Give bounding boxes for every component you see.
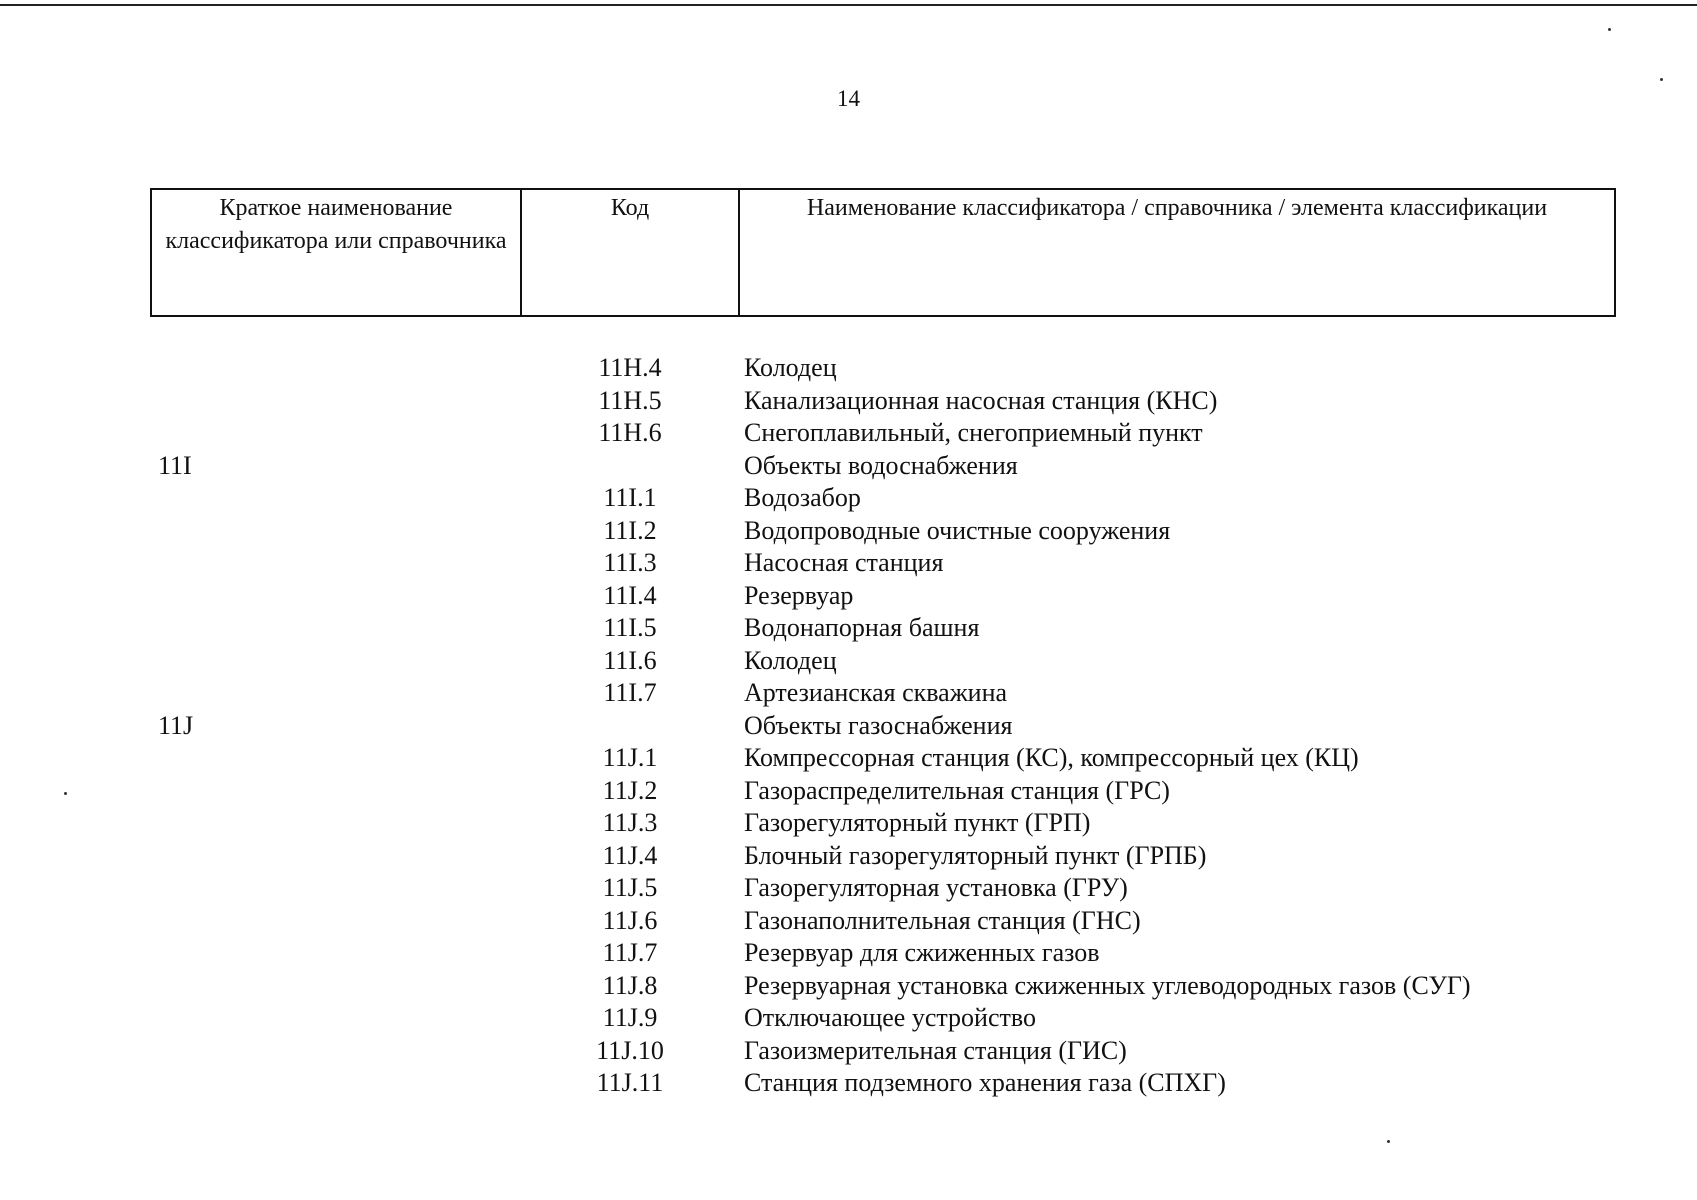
row-code: 11I.1 xyxy=(603,483,657,512)
row-name: Насосная станция xyxy=(744,548,944,577)
row-name: Объекты водоснабжения xyxy=(744,450,1018,480)
row-name: Блочный газорегуляторный пункт (ГРПБ) xyxy=(744,840,1207,870)
row-name: Газорегуляторный пункт (ГРП) xyxy=(744,808,1091,837)
table-row xyxy=(0,677,1697,710)
row-name: Газораспределительная станция (ГРС) xyxy=(744,775,1170,805)
row-name: Водозабор xyxy=(744,483,861,512)
row-code: 11I.5 xyxy=(603,613,657,642)
table-row xyxy=(0,775,1697,808)
table-row xyxy=(0,742,1697,775)
table-row xyxy=(0,515,1697,548)
row-code: 11J.5 xyxy=(602,873,658,902)
row-name: Газорегуляторная установка (ГРУ) xyxy=(744,873,1128,902)
row-code: 11J.9 xyxy=(602,1003,658,1032)
table-row xyxy=(0,807,1697,840)
row-code: 11J.10 xyxy=(596,1035,664,1065)
table-row xyxy=(0,645,1697,678)
scan-speck xyxy=(1387,1140,1390,1143)
table-row xyxy=(0,710,1697,743)
row-code: 11J.8 xyxy=(602,970,658,1000)
row-name: Колодец xyxy=(744,645,837,675)
table-row xyxy=(0,482,1697,515)
table-row xyxy=(0,450,1697,483)
row-name: Канализационная насосная станция (КНС) xyxy=(744,385,1218,415)
row-name: Колодец xyxy=(744,353,837,382)
table-row xyxy=(0,417,1697,450)
scan-speck xyxy=(64,792,67,795)
row-name: Резервуарная установка сжиженных углеводородных газов (СУГ) xyxy=(744,970,1471,1000)
table-row xyxy=(0,970,1697,1003)
row-name: Резервуар xyxy=(744,580,854,610)
row-code: 11J.1 xyxy=(602,743,658,772)
row-code: 11H.5 xyxy=(598,385,662,415)
row-name: Отключающее устройство xyxy=(744,1003,1036,1032)
table-row xyxy=(0,840,1697,873)
row-code: 11I.7 xyxy=(603,678,657,707)
row-code: 11J.2 xyxy=(602,775,658,805)
header-short-name: Краткое наименование классификатора или справочника xyxy=(152,190,522,315)
row-name: Газонаполнительная станция (ГНС) xyxy=(744,905,1141,935)
scan-speck xyxy=(1660,78,1663,81)
row-code: 11J.3 xyxy=(602,808,658,837)
top-rule xyxy=(0,4,1697,6)
row-name: Компрессорная станция (КС), компрессорный цех (КЦ) xyxy=(744,743,1359,772)
row-code: 11H.4 xyxy=(598,353,662,382)
classifier-rows xyxy=(0,352,1697,1100)
row-code: 11J.11 xyxy=(596,1068,664,1097)
row-code: 11H.6 xyxy=(598,418,662,447)
table-row xyxy=(0,905,1697,938)
row-short-name: 11I xyxy=(158,450,192,480)
table-row xyxy=(0,612,1697,645)
row-name: Газоизмерительная станция (ГИС) xyxy=(744,1035,1127,1065)
row-code: 11I.4 xyxy=(603,580,657,610)
row-code: 11I.2 xyxy=(603,515,657,545)
table-row xyxy=(0,547,1697,580)
row-short-name: 11J xyxy=(158,710,194,740)
row-name: Снегоплавильный, снегоприемный пункт xyxy=(744,418,1203,447)
table-row xyxy=(0,1067,1697,1100)
table-row xyxy=(0,385,1697,418)
table-row xyxy=(0,580,1697,613)
header-code: Код xyxy=(522,190,740,315)
page-number: 14 xyxy=(837,86,860,111)
row-code: 11I.3 xyxy=(603,548,657,577)
row-name: Резервуар для сжиженных газов xyxy=(744,938,1100,967)
header-name: Наименование классификатора / справочника / элемента классификации xyxy=(806,195,1548,221)
row-code: 11J.4 xyxy=(602,840,658,870)
row-name: Станция подземного хранения газа (СПХГ) xyxy=(744,1068,1226,1097)
row-code: 11J.7 xyxy=(602,938,658,967)
scan-speck xyxy=(1608,28,1611,31)
table-row xyxy=(0,1002,1697,1035)
row-code: 11I.6 xyxy=(603,645,657,675)
row-name: Артезианская скважина xyxy=(744,678,1008,707)
table-row xyxy=(0,937,1697,970)
row-code: 11J.6 xyxy=(602,905,658,935)
table-row xyxy=(0,872,1697,905)
row-name: Водонапорная башня xyxy=(744,613,980,642)
row-name: Водопроводные очистные сооружения xyxy=(744,515,1171,545)
row-name: Объекты газоснабжения xyxy=(744,710,1013,740)
table-row xyxy=(0,1035,1697,1068)
table-header xyxy=(150,188,1616,317)
table-row xyxy=(0,352,1697,385)
